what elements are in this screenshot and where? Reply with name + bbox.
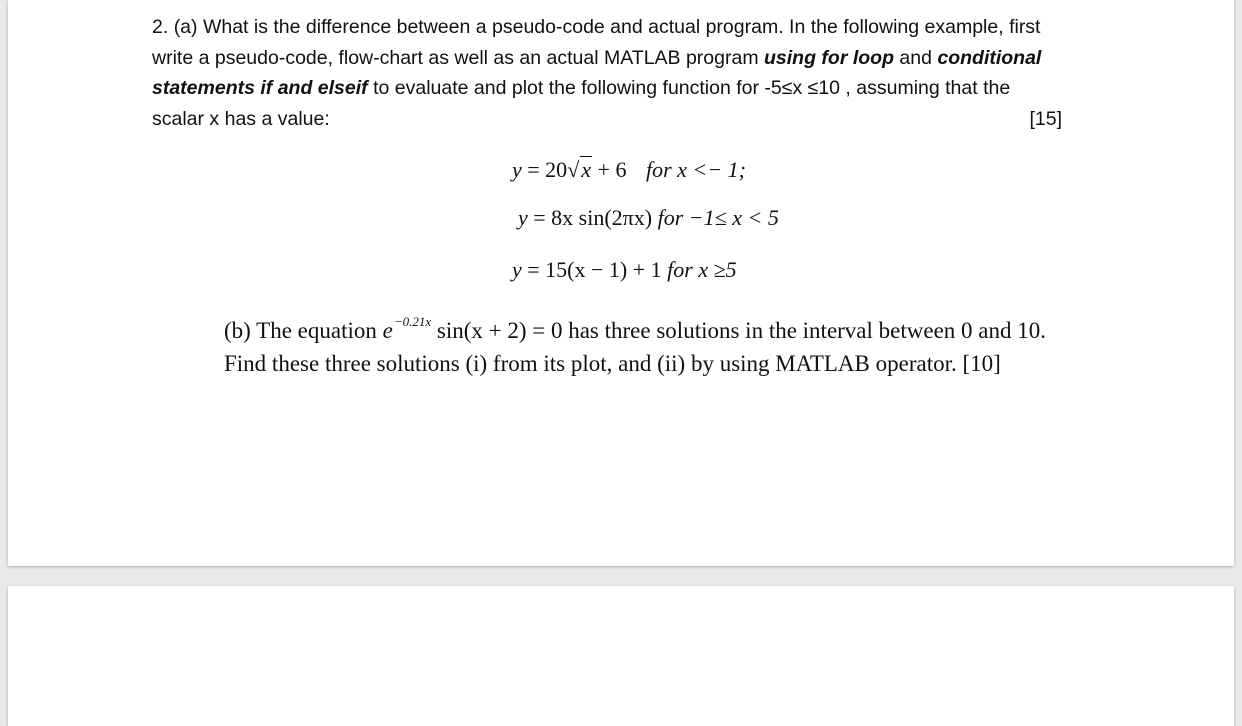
eq1-radicand: x bbox=[581, 157, 592, 182]
question-number: 2. bbox=[152, 16, 169, 38]
eq3-y: y bbox=[512, 257, 522, 282]
emphasis-if-elseif: statements if and elseif bbox=[152, 77, 368, 99]
document-page-1 bbox=[8, 0, 1234, 566]
part-b-line-1 bbox=[224, 314, 1104, 347]
eq1-y: y bbox=[512, 157, 522, 182]
part-a-line-3 bbox=[152, 73, 1062, 104]
equation-2 bbox=[518, 205, 779, 231]
part-a-text-4: scalar x has a value: bbox=[152, 107, 330, 130]
part-a-text-and: and bbox=[893, 46, 938, 69]
eq1-lhs: = 20 bbox=[527, 157, 568, 182]
eq2-body: = 8x sin(2πx) bbox=[533, 205, 653, 230]
eq2-condition: for −1≤ x < 5 bbox=[657, 205, 779, 230]
part-a-text-1: (a) What is the difference between a pseudo-code and actual program. In the following example, first bbox=[173, 16, 1041, 38]
question-2-part-b bbox=[224, 314, 1104, 380]
part-a-line-4 bbox=[152, 104, 1062, 135]
question-2-part-a bbox=[152, 12, 1062, 134]
emphasis-for-loop: using for loop bbox=[764, 46, 894, 69]
part-a-line-1 bbox=[152, 12, 1062, 43]
document-page-2 bbox=[8, 586, 1234, 726]
eq3-body: = 15(x − 1) + 1 bbox=[527, 257, 662, 282]
eq3-condition: for x ≥5 bbox=[667, 257, 737, 282]
part-b-exponent: −0.21x bbox=[393, 314, 432, 329]
part-b-text-2: sin(x + 2) = 0 has three solutions in the interval between 0 and 10. bbox=[431, 318, 1046, 343]
part-b-line-2 bbox=[224, 347, 1104, 380]
part-b-e: e bbox=[382, 318, 393, 343]
emphasis-conditional: conditional bbox=[937, 46, 1042, 69]
equation-1: y = 20√x + 6 for x <− 1; bbox=[512, 157, 746, 182]
equation-3 bbox=[512, 257, 737, 283]
part-a-line-2 bbox=[152, 43, 1062, 74]
part-a-text-3: to evaluate and plot the following function for -5≤x ≤10 , assuming that the bbox=[367, 77, 1011, 99]
marks-part-a: [15] bbox=[1029, 107, 1062, 130]
part-a-text-2: write a pseudo-code, flow-chart as well as an actual MATLAB program bbox=[152, 46, 764, 69]
eq2-y: y bbox=[518, 205, 528, 230]
part-b-text-3: Find these three solutions (i) from its plot, and (ii) by using MATLAB operator. [10] bbox=[224, 351, 1001, 376]
eq1-plus: + 6 bbox=[597, 157, 627, 182]
part-b-text-1: (b) The equation bbox=[224, 318, 383, 343]
eq1-condition: for x <− 1; bbox=[645, 157, 746, 182]
